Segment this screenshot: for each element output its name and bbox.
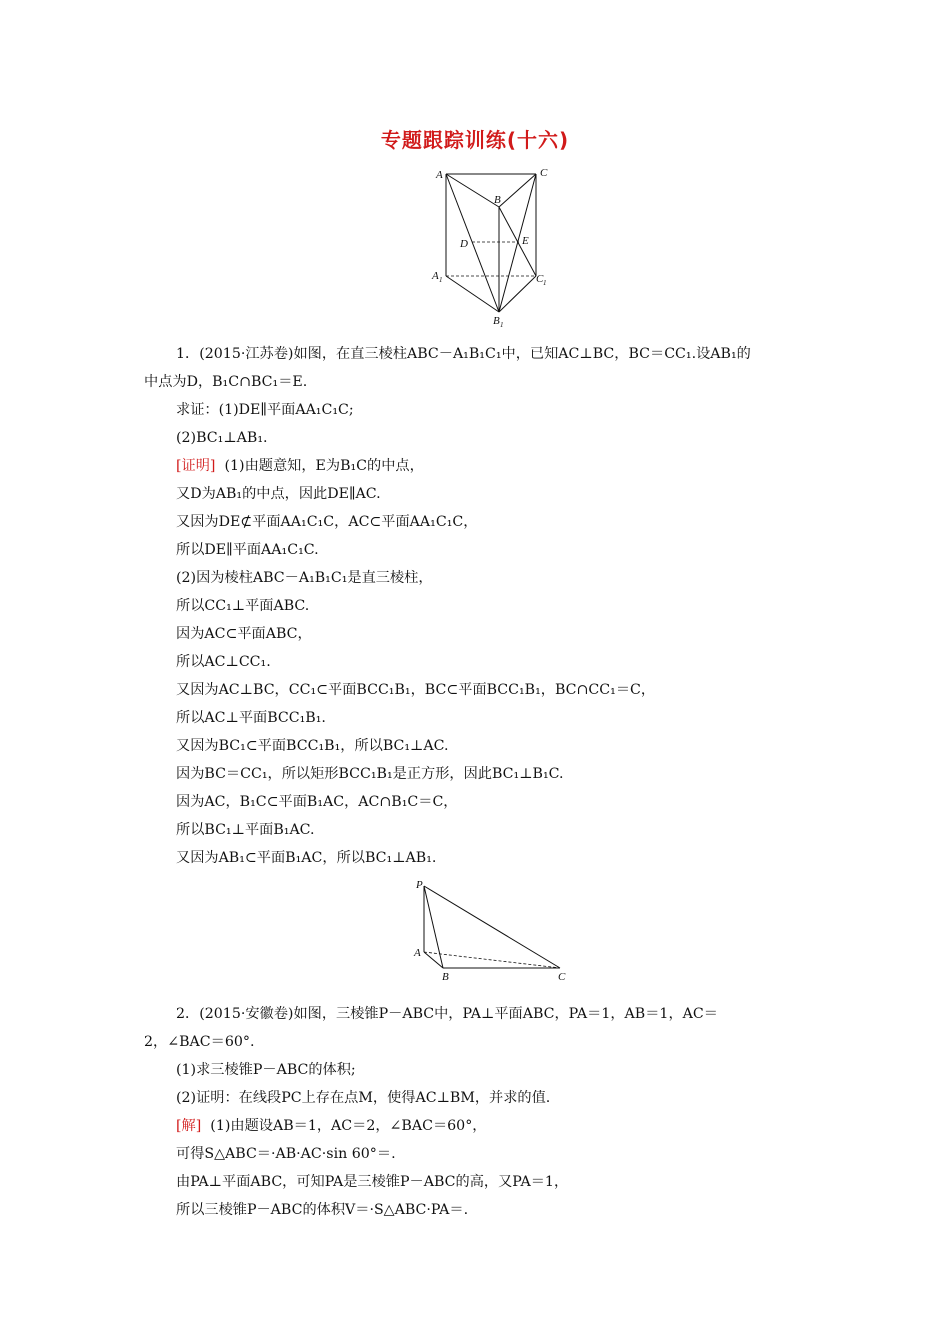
solution-line4: 所以三棱锥P－ABC的体积V＝·S△ABC·PA＝.	[176, 1202, 469, 1218]
prism-figure	[424, 162, 560, 330]
page-title: 专题跟踪训练(十六)	[380, 128, 570, 152]
proof-line3: 又因为DE⊄平面AA₁C₁C，AC⊂平面AA₁C₁C，	[176, 514, 478, 530]
label-B1: B	[493, 315, 500, 327]
problem1-line3: 求证：(1)DE∥平面AA₁C₁C;	[176, 402, 354, 418]
label-C1: C	[536, 273, 544, 285]
proof-line12: 因为BC＝CC₁，所以矩形BCC₁B₁是正方形，因此BC₁⊥B₁C.	[176, 766, 564, 782]
label-E: E	[522, 235, 529, 247]
proof-line14: 所以BC₁⊥平面B₁AC.	[176, 822, 315, 838]
solution-line3: 由PA⊥平面ABC，可知PA是三棱锥P－ABC的高，又PA＝1，	[176, 1174, 569, 1190]
proof-line10: 所以AC⊥平面BCC₁B₁.	[176, 710, 326, 726]
proof-line8: 所以AC⊥CC₁.	[176, 654, 271, 670]
proof-tag: [证明]	[176, 458, 216, 474]
label-A1: A	[432, 270, 439, 282]
proof-line2: 又D为AB₁的中点，因此DE∥AC.	[176, 486, 381, 502]
proof-line7: 因为AC⊂平面ABC，	[176, 626, 312, 642]
solution-tag: [解]	[176, 1118, 202, 1134]
label-A2: A	[414, 947, 421, 959]
label-B2: B	[442, 971, 449, 982]
label-A: A	[436, 169, 443, 181]
solution-line2: 可得S△ABC＝·AB·AC·sin 60°＝.	[176, 1146, 396, 1162]
label-B: B	[494, 194, 501, 206]
label-C2: C	[558, 971, 566, 982]
solution-line1	[144, 1116, 856, 1136]
proof-line6: 所以CC₁⊥平面ABC.	[176, 598, 310, 614]
label-B1-sub: 1	[500, 321, 504, 329]
problem2-line3: (1)求三棱锥P－ABC的体积;	[176, 1062, 356, 1078]
label-D: D	[460, 238, 468, 250]
problem2-line2: 2，∠BAC＝60°.	[144, 1034, 255, 1050]
proof-line5: (2)因为棱柱ABC－A₁B₁C₁是直三棱柱，	[176, 570, 433, 586]
problem1-line1: 1．(2015·江苏卷)如图，在直三棱柱ABC－A₁B₁C₁中，已知AC⊥BC，BC＝CC₁.设AB₁的	[176, 346, 751, 362]
proof-line9: 又因为AC⊥BC，CC₁⊂平面BCC₁B₁，BC⊂平面BCC₁B₁，BC∩CC₁＝C，	[176, 682, 656, 698]
label-A1-sub: 1	[439, 276, 443, 284]
problem1-line4: (2)BC₁⊥AB₁.	[176, 430, 268, 446]
proof-line11: 又因为BC₁⊂平面BCC₁B₁，所以BC₁⊥AC.	[176, 738, 449, 754]
proof-line4: 所以DE∥平面AA₁C₁C.	[176, 542, 319, 558]
proof-line13: 因为AC，B₁C⊂平面B₁AC，AC∩B₁C＝C，	[176, 794, 458, 810]
proof-line1	[144, 456, 856, 476]
problem2-line1: 2．(2015·安徽卷)如图，三棱锥P－ABC中，PA⊥平面ABC，PA＝1，AB＝1，AC＝	[176, 1006, 718, 1022]
solution-line1-text: (1)由题设AB＝1，AC＝2，∠BAC＝60°，	[210, 1118, 487, 1134]
proof-line1-text: (1)由题意知，E为B₁C的中点，	[224, 458, 424, 474]
proof-line15: 又因为AB₁⊂平面B₁AC，所以BC₁⊥AB₁.	[176, 850, 437, 866]
label-C: C	[540, 167, 548, 179]
label-C1-sub: 1	[543, 279, 547, 287]
problem1-line2: 中点为D，B₁C∩BC₁＝E.	[144, 374, 308, 390]
label-P: P	[416, 879, 423, 891]
problem2-line4: (2)证明：在线段PC上存在点M，使得AC⊥BM，并求的值.	[176, 1090, 551, 1106]
pyramid-figure	[410, 876, 574, 982]
